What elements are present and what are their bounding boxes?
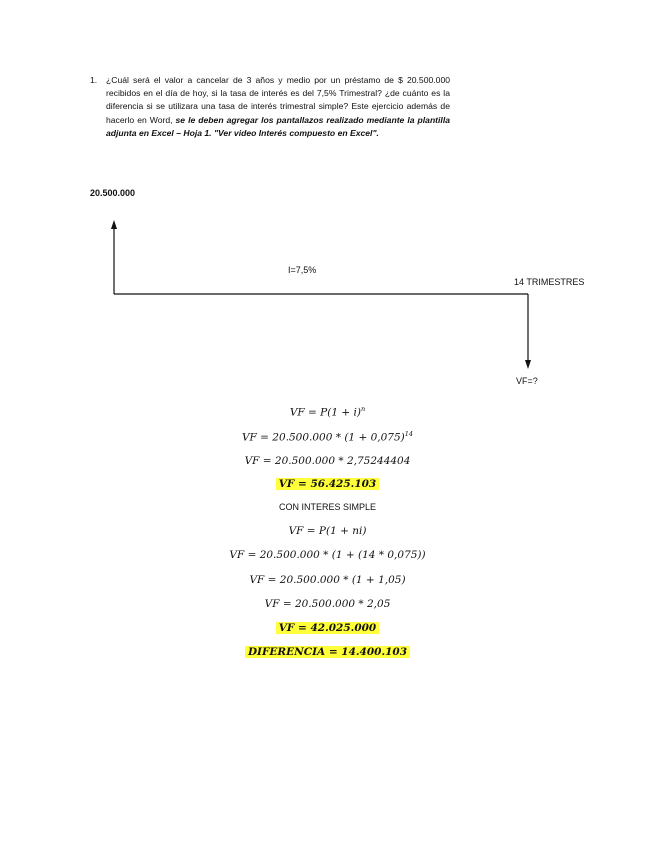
substitution-simple: VF = 20.500.000 * (1 + (14 * 0,075)) (229, 549, 426, 561)
problem-text-emphasis: se le deben agregar los pantallazos realizado mediante la plantilla adjunta en Excel – Hoja 1. "Ver video Interés compuesto en Excel". (106, 114, 450, 138)
problem-text-plain: ¿Cuál será el valor a cancelar de 3 años y medio por un préstamo de $ 20.500.000 recibidos en el día de hoy, si la tasa de interés es del 7,5% Trimestral? ¿de cuánto es la diferencia si se utilizara una tasa de interés trimestral simple? Este ejercicio además de hacerlo en Word, (106, 75, 450, 125)
simple-heading: CON INTERES SIMPLE (278, 502, 377, 512)
result-simple: VF = 42.025.000 (0, 622, 655, 634)
substitution-compound: VF = $20.500.000 * (1 + 0,075)^{14}$ (241, 430, 414, 444)
principal-label: 20.500.000 (90, 188, 136, 198)
periods-label: 14 TRIMESTRES (514, 277, 585, 287)
formula-compound: VF = $P(1 + i)^n$ (289, 405, 366, 419)
factor-step: VF = 20.500.000 * 2,75244404 (244, 455, 411, 467)
problem-number: 1. (90, 75, 98, 85)
future-value-label: VF=? (516, 376, 538, 386)
rate-label: I=7,5% (288, 265, 317, 275)
factor-simple: VF = 20.500.000 * 2,05 (264, 598, 391, 610)
down-arrow-icon (525, 360, 531, 369)
up-arrow-icon (111, 220, 117, 229)
result-compound: VF = 56.425.103 (0, 478, 655, 490)
difference-result: DIFERENCIA = 14.400.103 (0, 646, 655, 658)
step-simple: VF = 20.500.000 * (1 + 1,05) (249, 574, 406, 586)
formula-simple: VF = P(1 + ni) (288, 525, 367, 537)
